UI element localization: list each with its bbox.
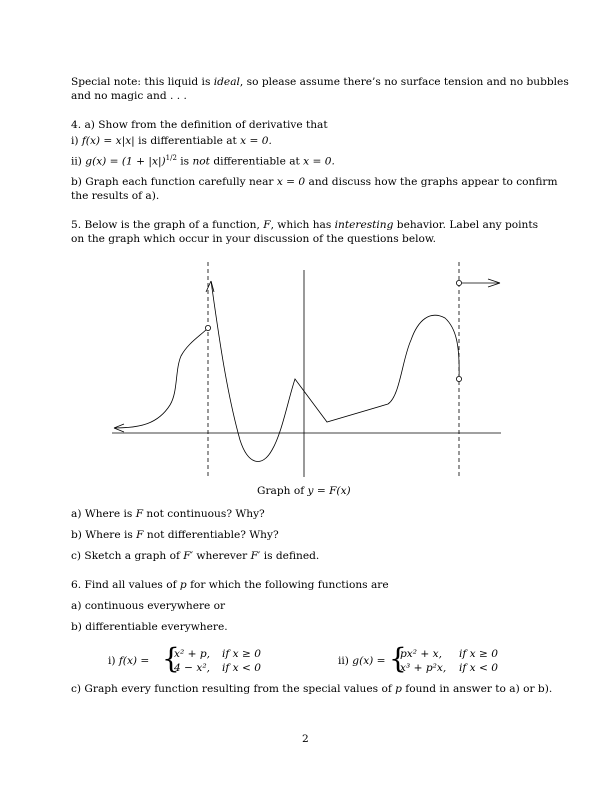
q4-b-text: and discuss how the graphs appear to confirm [305, 176, 558, 188]
q4-b-point: x = 0 [276, 176, 306, 188]
q5-b-text: b) Where is [71, 529, 137, 541]
q6-i-label: i) [108, 655, 119, 667]
note-text: Special note: this liquid is [71, 76, 214, 88]
q4-b-text: b) Graph each function carefully near [71, 176, 277, 188]
q6-heading [71, 578, 389, 592]
q5-b-F: F [136, 529, 144, 541]
graph-caption [257, 485, 351, 497]
q6-c-text: c) Graph every function resulting from the special values of [71, 683, 396, 695]
q4-part-ii [71, 151, 335, 169]
note-emphasis: ideal [213, 76, 240, 88]
q4-ii-text: differentiable at [209, 155, 304, 168]
q4-heading: 4. a) Show from the definition of derivative that [71, 119, 328, 131]
q5-text: , which has [270, 219, 335, 231]
q5-c-text: wherever [193, 550, 251, 562]
q6-i-function: f(x) = [118, 655, 150, 667]
q4-i-text: is differentiable at [134, 135, 241, 147]
q5-c-Fprime: F′ [250, 550, 261, 562]
q5-emphasis: interesting [334, 219, 394, 231]
q5-c-text: c) Sketch a graph of [71, 550, 184, 562]
q4-i-label: i) [71, 135, 82, 147]
q6-ii-label: ii) [338, 655, 353, 667]
q5-text: 5. Below is the graph of a function, [71, 219, 264, 231]
q4-ii-label: ii) [71, 155, 86, 168]
q5-c-text: is defined. [260, 550, 320, 562]
q6-ii-cond-1: if x ≥ 0 [459, 648, 499, 660]
q4-ii-emphasis: not [192, 155, 210, 168]
caption-equation: y = F(x) [307, 485, 351, 497]
q6-i-cond-2: if x < 0 [222, 662, 262, 674]
q4-ii-text: is [176, 155, 193, 168]
q5-part-a [71, 507, 265, 521]
open-point-left [205, 325, 210, 330]
q6-i-brace: { [162, 642, 180, 675]
page-number: 2 [302, 733, 309, 745]
caption-text: Graph of [257, 485, 308, 497]
q5-line-2: on the graph which occur in your discussion of the questions below. [71, 233, 437, 245]
q6-part-a: a) continuous everywhere or [71, 600, 226, 612]
q5-F: F [263, 219, 271, 231]
q6-c-text: found in answer to a) or b). [401, 683, 553, 695]
q4-ii-exponent: 1/2 [165, 154, 177, 162]
q6-ii-lhs [338, 655, 386, 668]
q6-c-p: p [395, 683, 402, 695]
q6-i-cond-1: if x ≥ 0 [222, 648, 262, 660]
q6-i-case-1: x² + p, [174, 648, 210, 660]
q6-part-c [71, 682, 552, 696]
q5-a-F: F [135, 508, 144, 520]
special-note-line-2: and no magic and . . . [71, 90, 187, 102]
q6-text: 6. Find all values of [71, 579, 180, 591]
q4-part-b-line-2: the results of a). [71, 190, 160, 202]
q6-text: for which the following functions are [186, 579, 389, 591]
up-arrow-head [206, 281, 214, 292]
q4-ii-function: g(x) = (1 + |x|) [85, 155, 166, 168]
q5-a-text: not continuous? Why? [143, 508, 265, 520]
q6-ii-cond-2: if x < 0 [459, 662, 499, 674]
q4-part-i [71, 134, 272, 148]
open-point-right-bottom [456, 376, 461, 381]
q5-part-b [71, 528, 279, 542]
q4-i-point: x = 0. [240, 135, 272, 147]
q6-ii-case-1: px² + x, [400, 648, 442, 660]
q6-part-b: b) differentiable everywhere. [71, 621, 228, 633]
open-point-right-top [456, 280, 461, 285]
q5-text: behavior. Label any points [393, 219, 539, 231]
special-note-line-1 [71, 75, 569, 89]
q6-ii-case-2: x³ + p²x, [400, 662, 447, 674]
q4-i-function: f(x) = x|x| [81, 135, 135, 147]
curve-left-piece [114, 328, 208, 428]
q6-i-lhs [108, 655, 149, 668]
q6-p: p [179, 579, 187, 591]
q5-a-text: a) Where is [71, 508, 136, 520]
q5-c-Fprime: F′ [183, 550, 194, 562]
note-text: , so please assume there’s no surface tension and no bubbles [239, 76, 569, 88]
q5-part-c [71, 549, 319, 563]
q4-ii-point: x = 0. [303, 155, 335, 168]
q5-line-1 [71, 218, 538, 232]
q4-part-b-line-1 [71, 175, 558, 189]
q6-ii-function: g(x) = [352, 655, 386, 667]
q6-ii-brace: { [389, 642, 407, 675]
q6-i-case-2: 4 − x², [174, 662, 210, 674]
curve-middle-piece [211, 281, 459, 461]
function-graph [108, 258, 508, 478]
q5-b-text: not differentiable? Why? [143, 529, 279, 541]
